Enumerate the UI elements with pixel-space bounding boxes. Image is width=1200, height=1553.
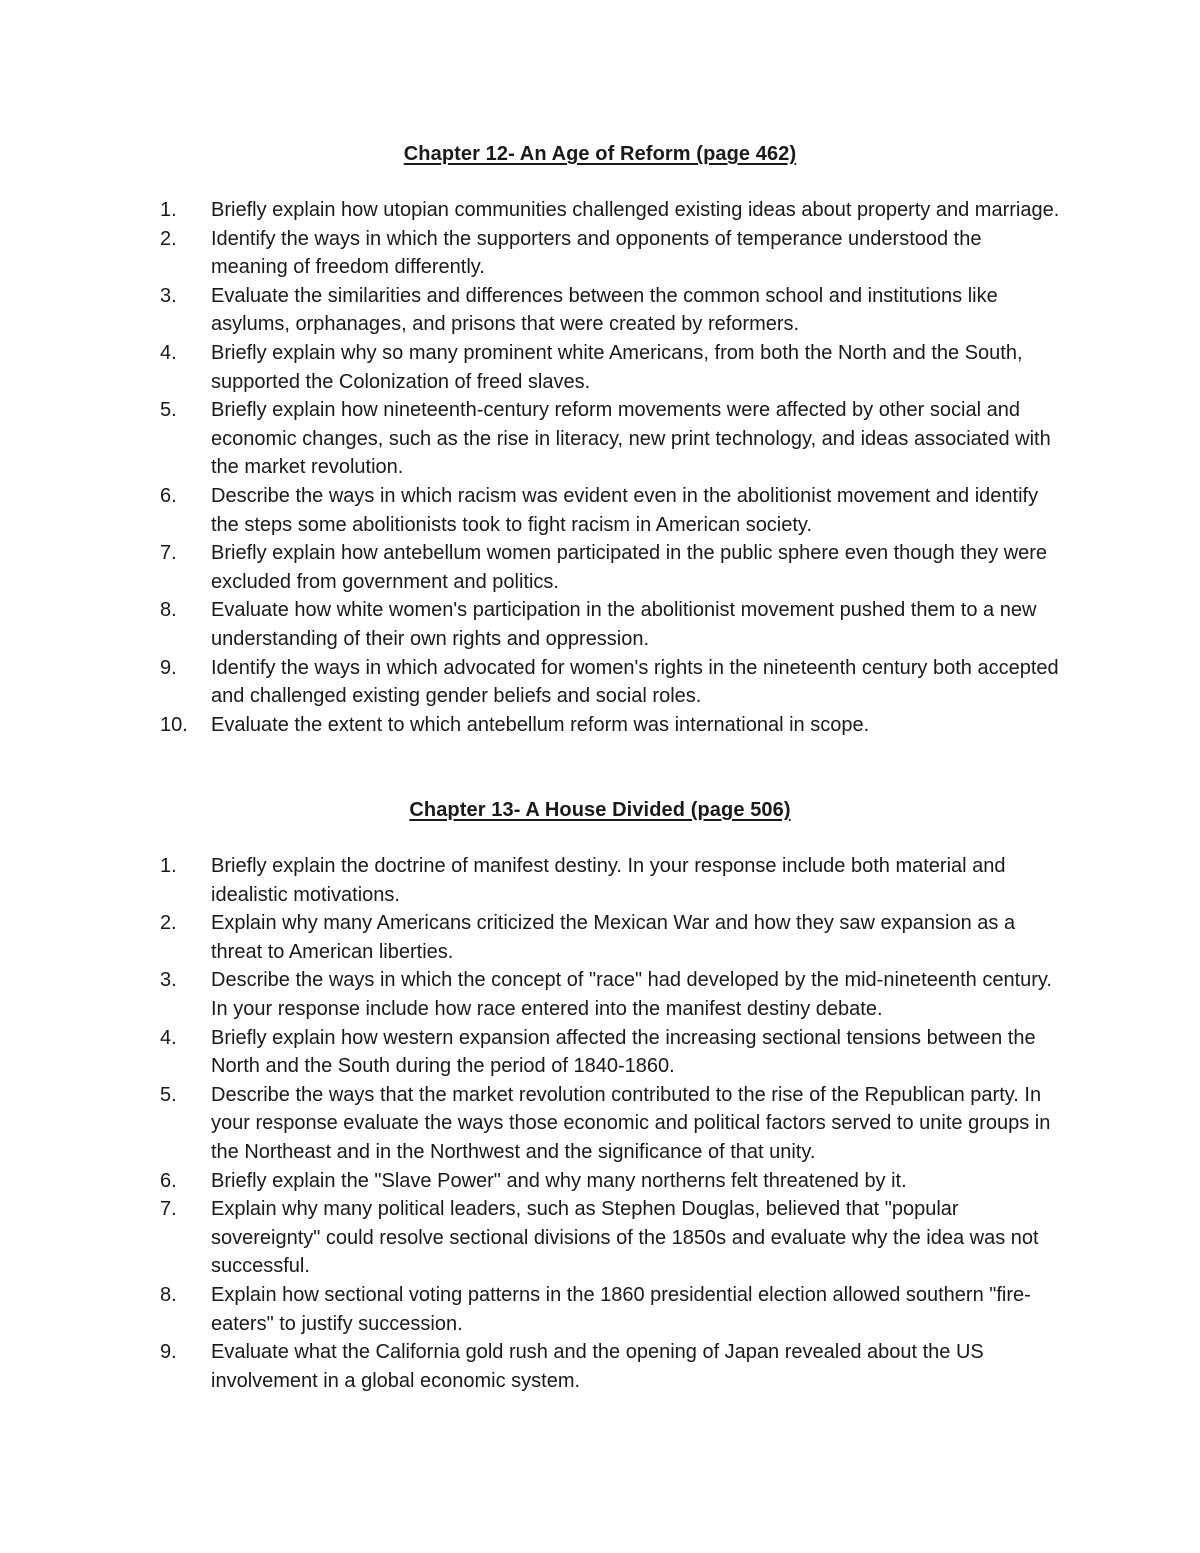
question-text: Briefly explain the doctrine of manifest destiny. In your response include both material and idealistic motivations. <box>211 855 1006 906</box>
question-number: 5. <box>160 399 177 422</box>
question-text: Evaluate the extent to which antebellum reform was international in scope. <box>211 713 870 736</box>
question-item <box>0 1195 1200 1281</box>
question-text: Briefly explain the "Slave Power" and why many northerns felt threatened by it. <box>211 1169 907 1192</box>
question-item <box>0 339 1200 396</box>
question-text: Explain how sectional voting patterns in the 1860 presidential election allowed southern "fire-eaters" to justify succession. <box>211 1283 1031 1335</box>
question-item <box>0 909 1200 966</box>
question-text: Identify the ways in which the supporters and opponents of temperance understood the meaning of freedom differently. <box>211 227 982 279</box>
question-number: 1. <box>160 199 177 221</box>
question-number: 10. <box>160 713 188 736</box>
question-text: Explain why many Americans criticized the Mexican War and how they saw expansion as a threat to American liberties. <box>211 912 1016 963</box>
question-item <box>0 852 1200 909</box>
question-number: 8. <box>160 599 177 622</box>
question-item <box>0 225 1200 282</box>
question-number: 4. <box>160 1026 177 1049</box>
question-number: 7. <box>160 542 177 565</box>
chapter-13-question-list <box>0 852 1200 1395</box>
question-number: 4. <box>160 341 177 364</box>
question-item <box>0 396 1200 482</box>
question-number: 7. <box>160 1198 177 1221</box>
question-item <box>0 596 1200 653</box>
chapter-12-section <box>0 140 1200 739</box>
question-number: 6. <box>160 484 177 507</box>
chapter-13-heading: Chapter 13- A House Divided (page 506) <box>409 799 791 821</box>
question-text: Evaluate what the California gold rush and the opening of Japan revealed about the US involvement in a global economic system. <box>211 1341 984 1392</box>
question-item <box>0 1081 1200 1167</box>
question-text: Identify the ways in which advocated for women's rights in the nineteenth century both accepted and challenged existing gender beliefs and social roles. <box>211 656 1059 708</box>
chapter-13-section <box>0 796 1200 1395</box>
question-number: 1. <box>160 855 177 877</box>
question-number: 6. <box>160 1169 177 1192</box>
question-number: 5. <box>160 1083 177 1106</box>
chapter-12-heading: Chapter 12- An Age of Reform (page 462) <box>403 143 797 165</box>
question-number: 8. <box>160 1283 177 1306</box>
question-number: 9. <box>160 656 177 679</box>
question-item <box>0 1167 1200 1196</box>
question-item <box>0 1281 1200 1338</box>
question-item <box>0 711 1200 740</box>
question-item <box>0 482 1200 539</box>
question-text: Briefly explain how western expansion affected the increasing sectional tensions between the North and the South during the period of 1840-1860. <box>211 1026 1036 1078</box>
question-item <box>0 1024 1200 1081</box>
chapter-12-question-list <box>0 196 1200 739</box>
question-number: 2. <box>160 912 177 935</box>
question-text: Briefly explain how antebellum women participated in the public sphere even though they were excluded from government and politics. <box>211 542 1048 593</box>
question-text: Describe the ways in which racism was evident even in the abolitionist movement and identify the steps some abolitionists took to fight racism in American society. <box>211 484 1039 536</box>
question-item <box>0 1338 1200 1395</box>
question-item <box>0 196 1200 225</box>
question-item <box>0 966 1200 1023</box>
question-text: Evaluate how white women's participation in the abolitionist movement pushed them to a new understanding of their own rights and oppression. <box>211 599 1037 650</box>
question-text: Briefly explain how nineteenth-century reform movements were affected by other social and economic changes, such as the rise in literacy, new print technology, and ideas associated with the market revolution. <box>211 399 1051 479</box>
question-number: 2. <box>160 227 177 250</box>
question-item <box>0 539 1200 596</box>
question-text: Evaluate the similarities and differences between the common school and institutions like asylums, orphanages, and prisons that were created by reformers. <box>211 284 998 336</box>
question-text: Describe the ways that the market revolution contributed to the rise of the Republican party. In your response evaluate the ways those economic and political factors served to unite groups in the Northeast and in the Northwest and the significance of that unity. <box>211 1083 1051 1163</box>
question-text: Describe the ways in which the concept of "race" had developed by the mid-nineteenth century. In your response include how race entered into the manifest destiny debate. <box>211 969 1052 1020</box>
question-text: Briefly explain how utopian communities challenged existing ideas about property and marriage. <box>211 199 1060 221</box>
question-text: Briefly explain why so many prominent white Americans, from both the North and the South, supported the Colonization of freed slaves. <box>211 341 1023 393</box>
question-number: 9. <box>160 1341 177 1364</box>
question-number: 3. <box>160 969 177 992</box>
question-item <box>0 282 1200 339</box>
question-number: 3. <box>160 284 177 307</box>
question-item <box>0 654 1200 711</box>
question-text: Explain why many political leaders, such as Stephen Douglas, believed that "popular sovereignty" could resolve sectional divisions of the 1850s and evaluate why the idea was not successful. <box>211 1198 1039 1278</box>
